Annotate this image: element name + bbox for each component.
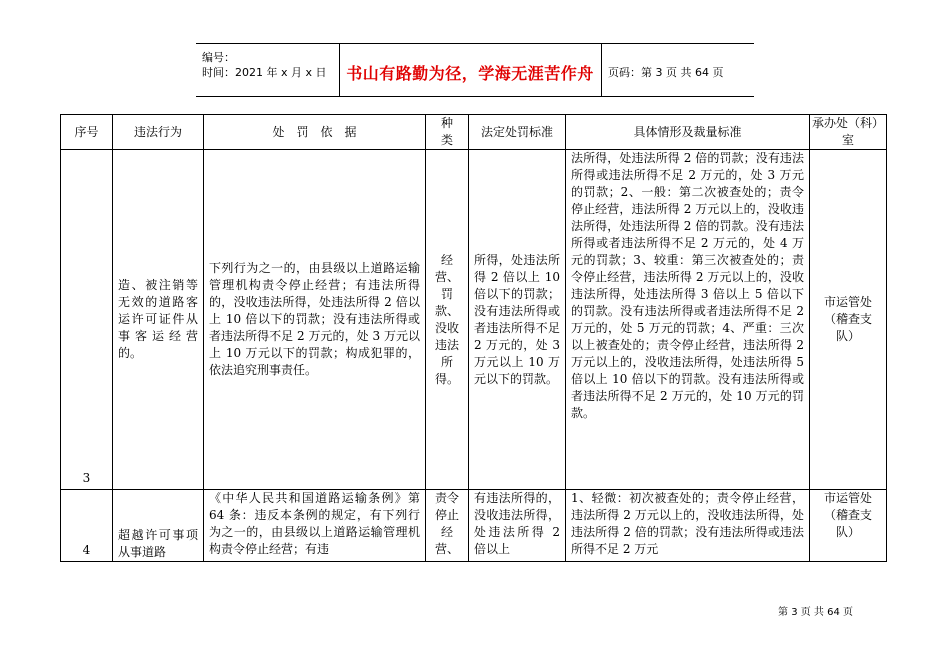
- violation-cell: 造、被注销等无效的道路客运许可证件从事客运经营的。: [113, 150, 204, 490]
- header-meta: [202, 50, 327, 80]
- header-divider: [601, 44, 602, 96]
- standard-cell: 所得，处违法所得 2 倍以上 10 倍以下的罚款；没有违法所得或者违法所得不足 2 万元的，处 3 万元以上 10 万元以下的罚款。: [469, 150, 566, 490]
- office-cell: 市运管处（稽查支队）: [810, 150, 887, 490]
- column-header-detail: 具体情形及裁量标准: [566, 115, 810, 150]
- kind-cell: 责令停止经营、: [426, 490, 469, 562]
- basis-cell: 《中华人民共和国道路运输条例》第 64 条：违反本条例的规定，有下列行为之一的，由县级以上道路运输管理机构责令停止经营；有违: [204, 490, 426, 562]
- column-header-violation: 违法行为: [113, 115, 204, 150]
- detail-cell: 法所得，处违法所得 2 倍的罚款；没有违法所得或违法所得不足 2 万元的，处 3 万元的罚款；2、一般：第二次被查处的；责令停止经营，违法所得 2 万元以上的，没收违法所得，处违法所得 2 倍的罚款。没有违法所得或者违法所得不足 2 万元的，处 4 万元的罚款；3、较重：第三次被查处的；责令停止经营，违法所得 2 万元以上的，没收违法所得，处违法所得 3 倍以上 5 倍以下的罚款。没有违法所得或者违法所得不足 2 万元的，处 5 万元的罚款；4、严重：三次以上被查处的；责令停止经营，违法所得 2 万元以上的，没收违法所得，处违法所得 5 倍以上 10 倍以下的罚款。没有违法所得或者违法所得不足 2 万元的，处 10 万元的罚款。: [566, 150, 810, 490]
- column-header-office: 承办处（科）室: [810, 115, 887, 150]
- kind-cell: 经营、罚款、没收违法所得。: [426, 150, 469, 490]
- document-number-label: 编号：: [202, 51, 235, 64]
- column-header-no: 序号: [61, 115, 113, 150]
- table-row: [61, 150, 887, 490]
- table-row: [61, 490, 887, 562]
- column-header-kind: 种类: [426, 115, 469, 150]
- document-time-label: 时间：2021 年 x 月 x 日: [202, 66, 327, 79]
- detail-cell: 1、轻微：初次被查处的；责令停止经营，违法所得 2 万元以上的，没收违法所得，处违法所得 2 倍的罚款；没有违法所得或违法所得不足 2 万元: [566, 490, 810, 562]
- basis-cell: 下列行为之一的，由县级以上道路运输管理机构责令停止经营；有违法所得的，没收违法所得，处违法所得 2 倍以上 10 倍以下的罚款；没有违法所得或者违法所得不足 2 万元的，处 3 万元以上 10 万元以下的罚款；构成犯罪的，依法追究刑事责任。: [204, 150, 426, 490]
- table-header-row: [61, 115, 887, 150]
- header-page-label: 页码：第 3 页 共 64 页: [608, 66, 724, 79]
- column-header-standard: 法定处罚标准: [469, 115, 566, 150]
- page-header: [196, 43, 754, 97]
- row-number: 3: [61, 150, 113, 490]
- office-cell: 市运管处（稽查支队）: [810, 490, 887, 562]
- header-motto: 书山有路勤为径，学海无涯苦作舟: [346, 64, 594, 83]
- standard-cell: 有违法所得的，没收违法所得，处违法所得 2 倍以上: [469, 490, 566, 562]
- page-footer: 第 3 页 共 64 页: [778, 607, 853, 618]
- row-number: 4: [61, 490, 113, 562]
- column-header-basis: 处 罚 依 据: [204, 115, 426, 150]
- violation-cell: 超越许可事项从事道路: [113, 490, 204, 562]
- penalty-table: [60, 114, 887, 562]
